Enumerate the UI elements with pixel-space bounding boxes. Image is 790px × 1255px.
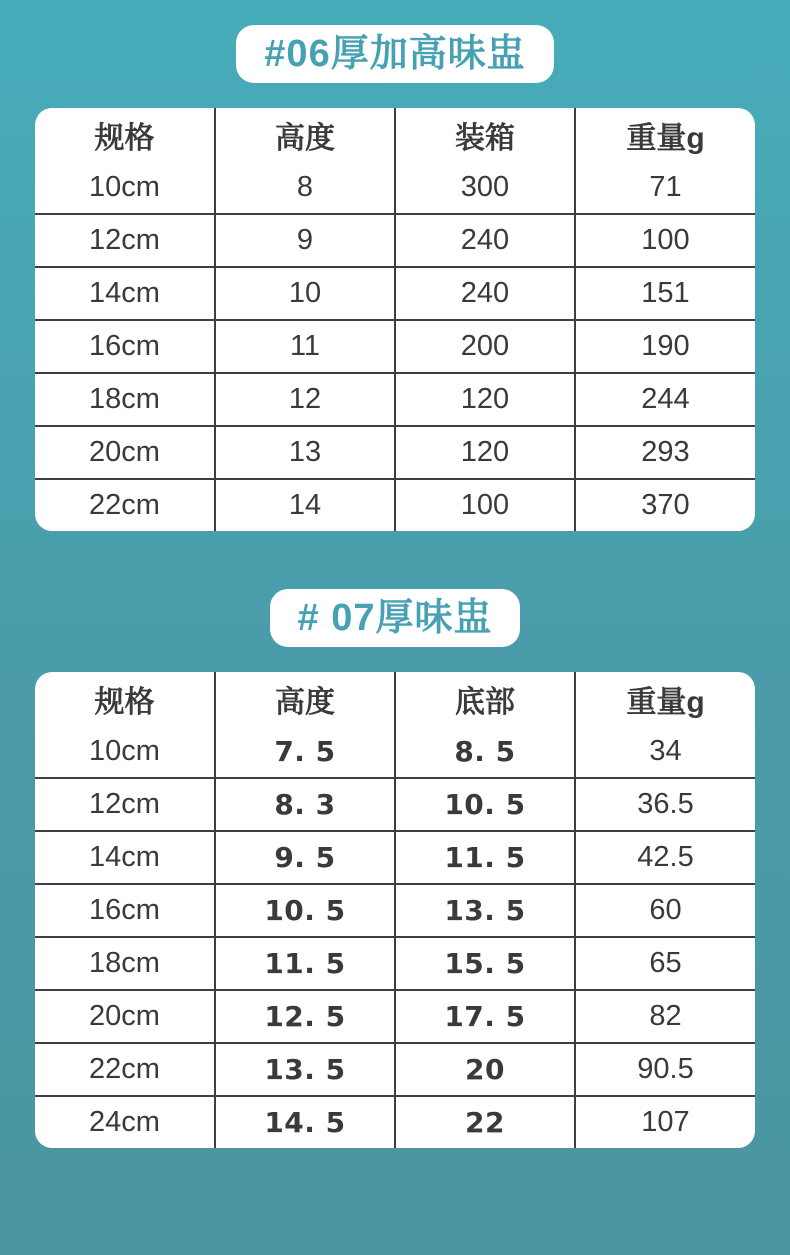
header-row <box>35 108 755 162</box>
product-title-07: # 07厚味盅 <box>297 597 493 639</box>
table-cell: 60 <box>575 884 755 937</box>
table-cell: 10cm <box>35 726 215 778</box>
table-cell: 10 <box>215 267 395 320</box>
column-header: 重量g <box>575 672 755 726</box>
column-header: 装箱 <box>395 108 575 162</box>
table-row <box>35 479 755 531</box>
table-cell: 9. 5 <box>215 831 395 884</box>
table-cell: 14cm <box>35 267 215 320</box>
table-row <box>35 373 755 426</box>
table-cell: 10. 5 <box>395 778 575 831</box>
table-cell: 22cm <box>35 479 215 531</box>
table-cell: 8 <box>215 162 395 214</box>
table-row <box>35 884 755 937</box>
table-cell: 240 <box>395 267 575 320</box>
table-cell: 13. 5 <box>215 1043 395 1096</box>
table-cell: 17. 5 <box>395 990 575 1043</box>
product-title-badge-06 <box>236 25 553 83</box>
table-cell: 151 <box>575 267 755 320</box>
table-row <box>35 214 755 267</box>
table-cell: 15. 5 <box>395 937 575 990</box>
table-cell: 82 <box>575 990 755 1043</box>
table-cell: 12. 5 <box>215 990 395 1043</box>
spec-table-wrap-07 <box>35 672 755 1148</box>
table-row <box>35 990 755 1043</box>
table-cell: 12cm <box>35 214 215 267</box>
table-row <box>35 320 755 373</box>
header-row <box>35 672 755 726</box>
table-row <box>35 1096 755 1148</box>
table-cell: 14. 5 <box>215 1096 395 1148</box>
table-cell: 24cm <box>35 1096 215 1148</box>
table-cell: 90.5 <box>575 1043 755 1096</box>
table-cell: 13. 5 <box>395 884 575 937</box>
table-cell: 11. 5 <box>215 937 395 990</box>
table-cell: 9 <box>215 214 395 267</box>
table-cell: 190 <box>575 320 755 373</box>
table-cell: 200 <box>395 320 575 373</box>
table-cell: 20cm <box>35 990 215 1043</box>
table-cell: 370 <box>575 479 755 531</box>
table-row <box>35 726 755 778</box>
table-cell: 34 <box>575 726 755 778</box>
spec-table-07 <box>35 672 755 1148</box>
table-cell: 10cm <box>35 162 215 214</box>
table-cell: 65 <box>575 937 755 990</box>
table-cell: 244 <box>575 373 755 426</box>
table-cell: 14 <box>215 479 395 531</box>
table-cell: 107 <box>575 1096 755 1148</box>
column-header: 底部 <box>395 672 575 726</box>
table-cell: 20cm <box>35 426 215 479</box>
column-header: 高度 <box>215 108 395 162</box>
table-cell: 13 <box>215 426 395 479</box>
table-cell: 12cm <box>35 778 215 831</box>
table-cell: 100 <box>575 214 755 267</box>
table-cell: 22cm <box>35 1043 215 1096</box>
product-title-badge-07 <box>270 589 521 647</box>
table-cell: 8. 5 <box>395 726 575 778</box>
table-row <box>35 831 755 884</box>
column-header: 重量g <box>575 108 755 162</box>
column-header: 规格 <box>35 108 215 162</box>
column-header: 高度 <box>215 672 395 726</box>
table-cell: 16cm <box>35 320 215 373</box>
table-cell: 10. 5 <box>215 884 395 937</box>
table-cell: 18cm <box>35 373 215 426</box>
table-cell: 22 <box>395 1096 575 1148</box>
column-header: 规格 <box>35 672 215 726</box>
table-cell: 300 <box>395 162 575 214</box>
table-cell: 240 <box>395 214 575 267</box>
table-cell: 18cm <box>35 937 215 990</box>
table-cell: 7. 5 <box>215 726 395 778</box>
table-cell: 120 <box>395 426 575 479</box>
table-row <box>35 778 755 831</box>
table-row <box>35 162 755 214</box>
table-cell: 120 <box>395 373 575 426</box>
table-cell: 11 <box>215 320 395 373</box>
table-cell: 100 <box>395 479 575 531</box>
table-cell: 42.5 <box>575 831 755 884</box>
table-cell: 14cm <box>35 831 215 884</box>
table-row <box>35 426 755 479</box>
table-cell: 20 <box>395 1043 575 1096</box>
table-row <box>35 1043 755 1096</box>
table-cell: 36.5 <box>575 778 755 831</box>
table-cell: 8. 3 <box>215 778 395 831</box>
table-cell: 16cm <box>35 884 215 937</box>
spec-table-06 <box>35 108 755 531</box>
table-row <box>35 937 755 990</box>
table-cell: 293 <box>575 426 755 479</box>
table-cell: 71 <box>575 162 755 214</box>
table-cell: 11. 5 <box>395 831 575 884</box>
table-cell: 12 <box>215 373 395 426</box>
table-row <box>35 267 755 320</box>
product-title-06: #06厚加高味盅 <box>264 33 526 75</box>
spec-table-wrap-06 <box>35 108 755 531</box>
